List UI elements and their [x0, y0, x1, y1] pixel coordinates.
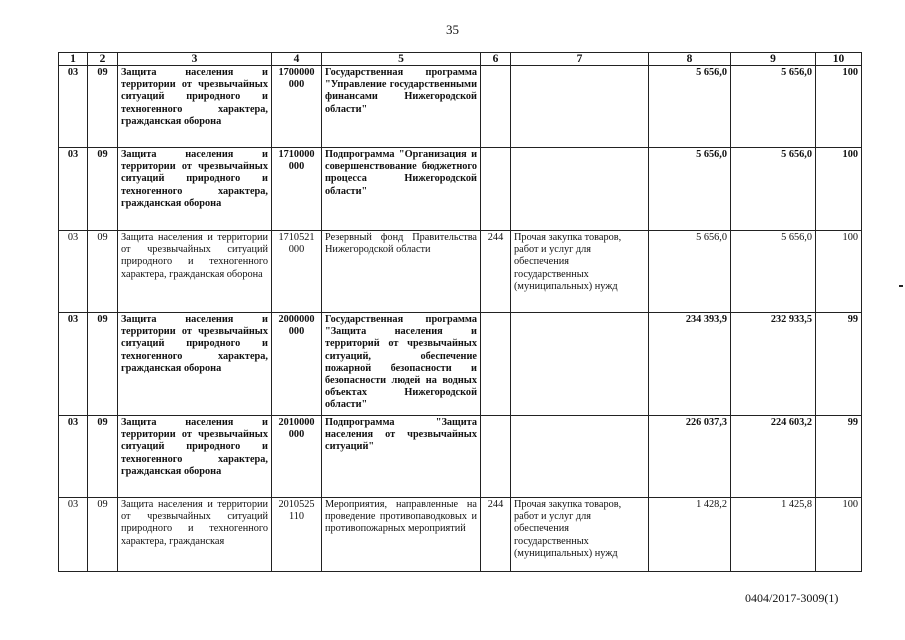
execution-percent: 100 [816, 148, 862, 231]
expense-type-name: Прочая закупка товаров, работ и услуг для обеспечения государственных (муниципальных) нужд [511, 498, 649, 572]
section-name: Защита населения и территории от чрезвычайных ситуаций природного и техногенного характера, гражданская оборона [118, 66, 272, 148]
table-row [59, 313, 862, 416]
section-name: Защита населения и территории от чрезвычайных ситуаций природного и техногенного характера, гражданская оборона [118, 231, 272, 313]
header-col-10: 10 [816, 53, 862, 66]
expense-type-code [481, 66, 511, 148]
header-col-4: 4 [272, 53, 322, 66]
expense-type-code [481, 416, 511, 498]
actual-amount: 232 933,5 [731, 313, 816, 416]
header-col-5: 5 [322, 53, 481, 66]
document-code: 0404/2017-3009(1) [745, 591, 839, 605]
target-article-code: 2010525 110 [272, 498, 322, 572]
section-code: 03 [59, 313, 88, 416]
table-row [59, 231, 862, 313]
margin-mark [899, 285, 903, 287]
target-article-name: Мероприятия, направленные на проведение противопаводковых и противопожарных мероприятий [322, 498, 481, 572]
subsection-code: 09 [88, 313, 118, 416]
subsection-code: 09 [88, 148, 118, 231]
header-col-1: 1 [59, 53, 88, 66]
subsection-code: 09 [88, 416, 118, 498]
section-code: 03 [59, 416, 88, 498]
actual-amount: 5 656,0 [731, 148, 816, 231]
expense-type-code: 244 [481, 498, 511, 572]
planned-amount: 5 656,0 [649, 148, 731, 231]
planned-amount: 234 393,9 [649, 313, 731, 416]
expense-type-name [511, 66, 649, 148]
expense-type-name [511, 313, 649, 416]
target-article-name: Резервный фонд Правительства Нижегородской области [322, 231, 481, 313]
section-name: Защита населения и территории от чрезвычайных ситуаций природного и техногенного характера, гражданская оборона [118, 416, 272, 498]
page-number: 35 [446, 22, 459, 37]
target-article-code: 1710521 000 [272, 231, 322, 313]
planned-amount: 5 656,0 [649, 66, 731, 148]
execution-percent: 100 [816, 66, 862, 148]
header-col-9: 9 [731, 53, 816, 66]
execution-percent: 100 [816, 498, 862, 572]
expense-type-code [481, 148, 511, 231]
section-code: 03 [59, 231, 88, 313]
execution-percent: 99 [816, 313, 862, 416]
target-article-name: Государственная программа "Защита населения и территорий от чрезвычайных ситуаций, обеспечение пожарной безопасности и безопасности людей на водных объектах Нижегородской области" [322, 313, 481, 416]
subsection-code: 09 [88, 66, 118, 148]
header-row [59, 53, 862, 66]
planned-amount: 5 656,0 [649, 231, 731, 313]
expense-type-code: 244 [481, 231, 511, 313]
planned-amount: 1 428,2 [649, 498, 731, 572]
section-name: Защита населения и территории от чрезвычайных ситуаций природного и техногенного характера, гражданская оборона [118, 313, 272, 416]
planned-amount: 226 037,3 [649, 416, 731, 498]
subsection-code: 09 [88, 498, 118, 572]
table-row [59, 416, 862, 498]
section-name: Защита населения и территории от чрезвычайных ситуаций природного и техногенного характера, гражданская оборона [118, 148, 272, 231]
header-col-8: 8 [649, 53, 731, 66]
actual-amount: 1 425,8 [731, 498, 816, 572]
target-article-name: Подпрограмма "Защита населения от чрезвычайных ситуаций" [322, 416, 481, 498]
table-row [59, 148, 862, 231]
target-article-code: 2000000 000 [272, 313, 322, 416]
section-name: Защита населения и территории от чрезвычайных ситуаций природного и техногенного характера, гражданская [118, 498, 272, 572]
target-article-code: 1700000 000 [272, 66, 322, 148]
subsection-code: 09 [88, 231, 118, 313]
header-col-2: 2 [88, 53, 118, 66]
table-row [59, 66, 862, 148]
execution-percent: 100 [816, 231, 862, 313]
header-col-7: 7 [511, 53, 649, 66]
target-article-name: Подпрограмма "Организация и совершенствование бюджетного процесса Нижегородской области" [322, 148, 481, 231]
target-article-name: Государственная программа "Управление государственными финансами Нижегородской области" [322, 66, 481, 148]
expense-type-name: Прочая закупка товаров, работ и услуг для обеспечения государственных (муниципальных) нужд [511, 231, 649, 313]
section-code: 03 [59, 148, 88, 231]
budget-table [58, 52, 862, 572]
header-col-3: 3 [118, 53, 272, 66]
expense-type-name [511, 416, 649, 498]
target-article-code: 2010000 000 [272, 416, 322, 498]
execution-percent: 99 [816, 416, 862, 498]
actual-amount: 5 656,0 [731, 66, 816, 148]
actual-amount: 5 656,0 [731, 231, 816, 313]
expense-type-name [511, 148, 649, 231]
section-code: 03 [59, 66, 88, 148]
table-row [59, 498, 862, 572]
target-article-code: 1710000 000 [272, 148, 322, 231]
actual-amount: 224 603,2 [731, 416, 816, 498]
expense-type-code [481, 313, 511, 416]
section-code: 03 [59, 498, 88, 572]
header-col-6: 6 [481, 53, 511, 66]
